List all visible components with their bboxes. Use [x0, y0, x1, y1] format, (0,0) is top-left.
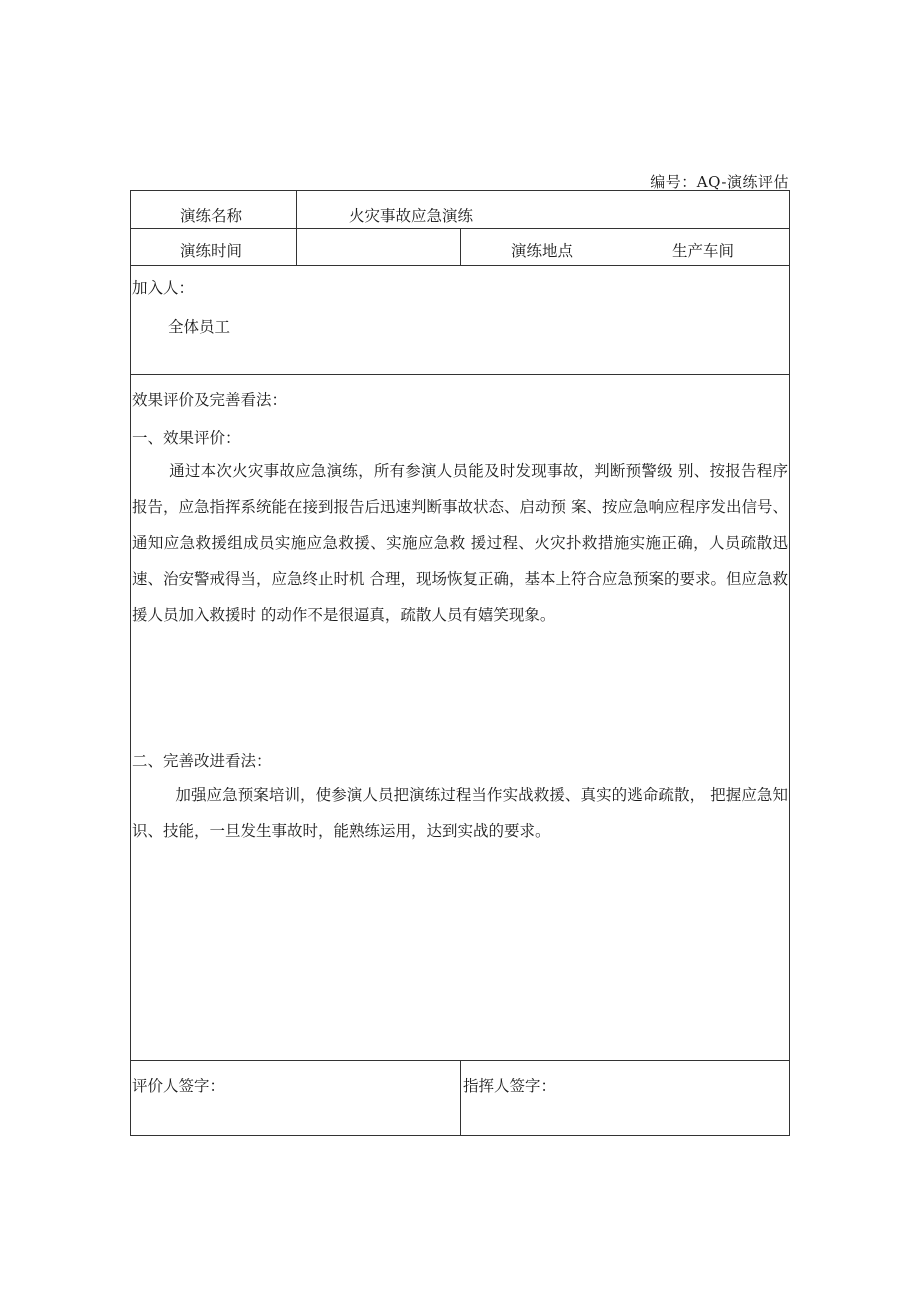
document-number: 编号：AQ-演练评估 — [650, 173, 789, 191]
column-divider — [296, 229, 297, 265]
column-divider — [296, 191, 297, 228]
section1-title: 一、效果评价： — [132, 429, 241, 447]
drill-time-location-row — [131, 229, 789, 266]
evaluation-row — [131, 375, 789, 1061]
drill-time-label: 演练时间 — [180, 242, 243, 260]
section2-body: 加强应急预案培训，使参演人员把演练过程当作实战救援、真实的逃命疏散， 把握应急知识、技能，一旦发生事故时，能熟练运用，达到实战的要求。 — [132, 786, 788, 840]
drill-location-value: 生产车间 — [672, 242, 735, 260]
column-divider — [460, 229, 461, 265]
participants-value: 全体员工 — [168, 318, 231, 336]
drill-name-label: 演练名称 — [180, 207, 243, 225]
section2-title: 二、完善改进看法： — [132, 752, 272, 770]
evaluation-heading: 效果评价及完善看法： — [132, 391, 288, 409]
drill-location-label: 演练地点 — [511, 242, 574, 260]
drill-name-row — [131, 191, 789, 229]
signature-row — [131, 1061, 789, 1135]
participants-row — [131, 266, 789, 375]
section1-body: 通过本次火灾事故应急演练，所有参演人员能及时发现事故，判断预警级 别、按报告程序报告，应急指挥系统能在接到报告后迅速判断事故状态、启动预 案、按应急响应程序发出信号、通知应急救援组成员实施应急救援、实施应急救 援过程、火灾扑救措施实施正确，人员疏散迅速、治安警戒得当，应急终止时机 合理，现场恢复正确，基本上符合应急预案的要求。但应急救援人员加入救援时 的动作不是很逼真，疏散人员有嬉笑现象。 — [132, 462, 788, 624]
evaluator-signature-label: 评价人签字： — [132, 1077, 226, 1095]
column-divider — [460, 1061, 461, 1135]
drill-name-value: 火灾事故应急演练 — [349, 207, 474, 225]
drill-evaluation-form — [130, 190, 790, 1136]
participants-label: 加入人： — [132, 279, 195, 297]
commander-signature-label: 指挥人签字： — [463, 1077, 557, 1095]
